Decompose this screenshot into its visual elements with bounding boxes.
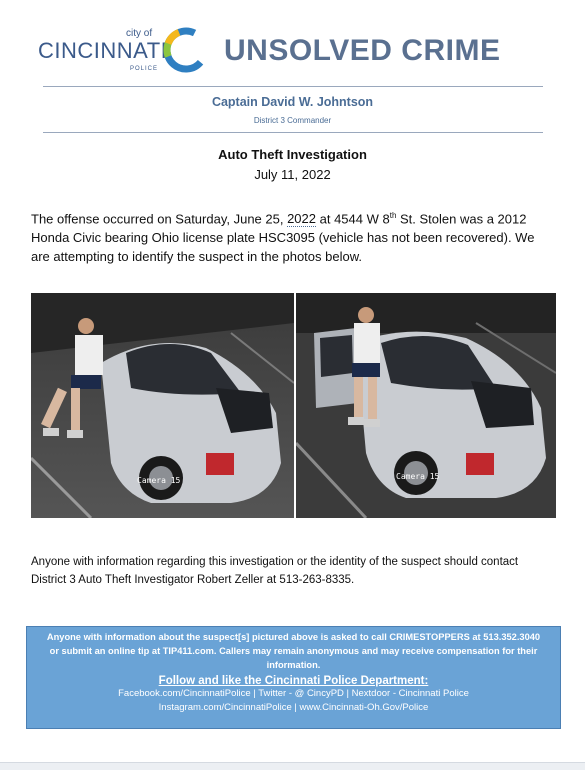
summary-year: 2022: [287, 211, 316, 227]
summary-text-1: The offense occurred on Saturday, June 25,: [31, 211, 288, 227]
page-title: UNSOLVED CRIME: [224, 34, 501, 67]
logo-c-swirl-icon: [162, 26, 210, 74]
social-links-line-2: Instagram.com/CincinnatiPolice | www.Cincinnati-Oh.Gov/Police: [158, 702, 429, 713]
camera-label-2: Camera 15: [396, 472, 440, 481]
suspect-photo-2: [296, 293, 556, 518]
header-divider-bottom: [43, 132, 543, 133]
surveillance-image-2: [296, 293, 556, 518]
suspect-photo-1: [31, 293, 294, 518]
logo-city-text: city of: [126, 28, 153, 39]
summary-text-2: at 4544 W 8: [316, 211, 390, 227]
case-title: Auto Theft Investigation: [218, 147, 367, 162]
cincinnati-police-logo: [38, 26, 210, 76]
social-links-line-1: Facebook.com/CincinnatiPolice | Twitter - @ CincyPD | Nextdoor - Cincinnati Police: [118, 688, 469, 699]
crimestoppers-text: Anyone with information about the suspect[s] pictured above is asked to call CRIMESTOPPERS at 513.352.3040 or submit an online tip at TIP411.com. Callers may remain anonymous and may receive compensation for their information.: [46, 632, 541, 670]
logo-name-text: CINCINNATI: [38, 38, 168, 63]
officer-name: Captain David W. Johntson: [211, 95, 374, 109]
officer-role: District 3 Commander: [253, 116, 332, 125]
follow-heading: Follow and like the Cincinnati Police Department:: [158, 675, 429, 687]
crimestoppers-box: [26, 626, 561, 729]
case-date: July 11, 2022: [254, 167, 331, 182]
camera-label-1: Camera 15: [137, 476, 181, 485]
summary-superscript: th: [389, 211, 397, 220]
case-summary: [31, 206, 556, 266]
header-divider-top: [43, 86, 543, 87]
logo-police-text: POLICE: [130, 66, 159, 72]
summary-text-3: St. Stolen was a 2012 Honda Civic bearing Ohio license plate HSC3095 (vehicle has not been recovered). We are attempting to identify the suspect in the photos below.: [31, 211, 535, 265]
contact-paragraph: Anyone with information regarding this investigation or the identity of the suspect should contact District 3 Auto Theft Investigator Robert Zeller at 513-263-8335.: [31, 556, 519, 586]
